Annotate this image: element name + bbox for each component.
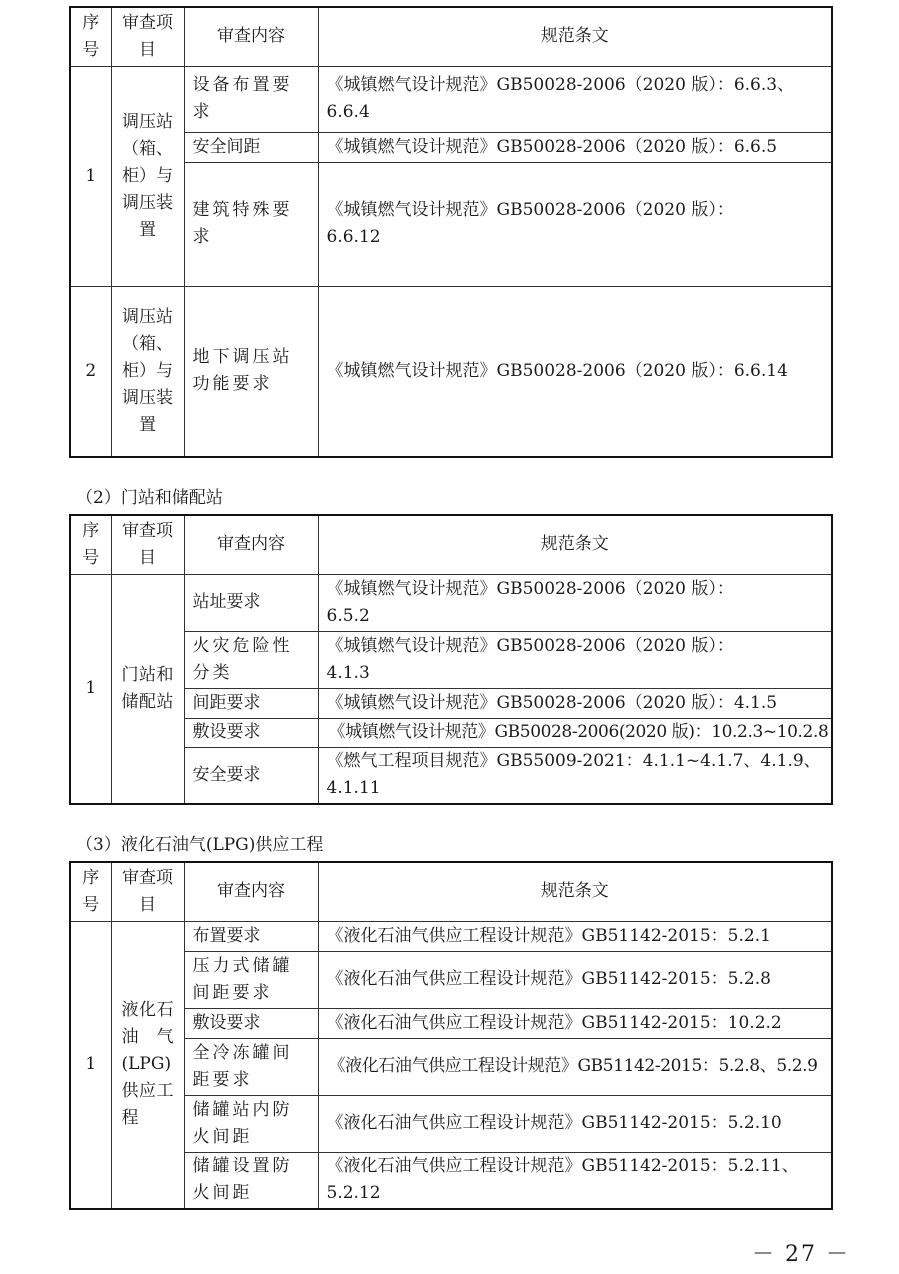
table-row (70, 1038, 832, 1095)
row-number: 1 (70, 921, 111, 1209)
table-row (70, 747, 832, 804)
spec-table-2 (69, 514, 833, 805)
review-content: 间距要求 (184, 688, 318, 718)
header-content: 审查内容 (184, 515, 318, 574)
header-item: 审查项目 (111, 7, 184, 66)
review-content: 站址要求 (184, 574, 318, 631)
header-ref: 规范条文 (318, 515, 832, 574)
spec-reference: 《城镇燃气设计规范》GB50028-2006（2020 版）：6.6.14 (318, 286, 832, 457)
table-row (70, 66, 832, 132)
header-ref: 规范条文 (318, 7, 832, 66)
header-item: 审查项目 (111, 515, 184, 574)
table-header-row (70, 515, 832, 574)
review-content: 敷设要求 (184, 718, 318, 747)
header-no: 序号 (70, 515, 111, 574)
table-row (70, 132, 832, 162)
table-row (70, 718, 832, 747)
review-content: 压力式储罐间距要求 (184, 951, 318, 1008)
table-row (70, 286, 832, 457)
review-content: 设备布置要求 (184, 66, 318, 132)
spec-reference: 《液化石油气供应工程设计规范》GB51142-2015：5.2.1 (318, 921, 832, 951)
spec-reference: 《城镇燃气设计规范》GB50028-2006（2020 版）：4.1.5 (318, 688, 832, 718)
review-content: 储罐设置防火间距 (184, 1152, 318, 1209)
section-title-2: （2）门站和储配站 (76, 488, 223, 508)
spec-reference: 《液化石油气供应工程设计规范》GB51142-2015：5.2.8 (318, 951, 832, 1008)
review-content: 火灾危险性分类 (184, 631, 318, 688)
spec-reference: 《液化石油气供应工程设计规范》GB51142-2015：5.2.10 (318, 1095, 832, 1152)
review-content: 安全要求 (184, 747, 318, 804)
spec-reference: 《燃气工程项目规范》GB55009-2021：4.1.1~4.1.7、4.1.9、4.1.11 (318, 747, 832, 804)
review-content: 敷设要求 (184, 1008, 318, 1038)
header-item: 审查项目 (111, 862, 184, 921)
review-item: 调压站（箱、柜）与调压装置 (111, 286, 184, 457)
page-number: － 27 － (752, 1242, 850, 1267)
header-content: 审查内容 (184, 7, 318, 66)
table-row (70, 1152, 832, 1209)
spec-reference: 《液化石油气供应工程设计规范》GB51142-2015：5.2.8、5.2.9 (318, 1038, 832, 1095)
review-content: 全冷冻罐间距要求 (184, 1038, 318, 1095)
spec-reference: 《城镇燃气设计规范》GB50028-2006（2020 版）：6.6.5 (318, 132, 832, 162)
review-content: 布置要求 (184, 921, 318, 951)
header-no: 序号 (70, 862, 111, 921)
row-number: 1 (70, 574, 111, 804)
spec-reference: 《城镇燃气设计规范》GB50028-2006（2020 版）：6.5.2 (318, 574, 832, 631)
row-number: 2 (70, 286, 111, 457)
table-header-row (70, 862, 832, 921)
header-no: 序号 (70, 7, 111, 66)
header-ref: 规范条文 (318, 862, 832, 921)
spec-table-1 (69, 6, 833, 458)
review-item: 调压站（箱、柜）与调压装置 (111, 66, 184, 286)
table-row (70, 688, 832, 718)
spec-reference: 《城镇燃气设计规范》GB50028-2006（2020 版）：6.6.12 (318, 162, 832, 286)
review-content: 建筑特殊要求 (184, 162, 318, 286)
spec-reference: 《城镇燃气设计规范》GB50028-2006（2020 版）：6.6.3、6.6.4 (318, 66, 832, 132)
row-number: 1 (70, 66, 111, 286)
review-content: 储罐站内防火间距 (184, 1095, 318, 1152)
table-row (70, 631, 832, 688)
review-content: 地下调压站功能要求 (184, 286, 318, 457)
table-row (70, 574, 832, 631)
spec-reference: 《城镇燃气设计规范》GB50028-2006（2020 版）：4.1.3 (318, 631, 832, 688)
review-content: 安全间距 (184, 132, 318, 162)
table-row (70, 951, 832, 1008)
table-row (70, 1095, 832, 1152)
spec-reference: 《液化石油气供应工程设计规范》GB51142-2015：10.2.2 (318, 1008, 832, 1038)
review-item: 液化石油气(LPG)供应工程 (111, 921, 184, 1209)
review-item: 门站和储配站 (111, 574, 184, 804)
header-content: 审查内容 (184, 862, 318, 921)
table-header-row (70, 7, 832, 66)
table-row (70, 162, 832, 286)
section-title-3: （3）液化石油气(LPG)供应工程 (76, 835, 324, 855)
spec-reference: 《城镇燃气设计规范》GB50028-2006(2020 版)：10.2.3~10.2.8 (318, 718, 832, 747)
spec-reference: 《液化石油气供应工程设计规范》GB51142-2015：5.2.11、5.2.12 (318, 1152, 832, 1209)
spec-table-3 (69, 861, 833, 1210)
table-row (70, 921, 832, 951)
table-row (70, 1008, 832, 1038)
